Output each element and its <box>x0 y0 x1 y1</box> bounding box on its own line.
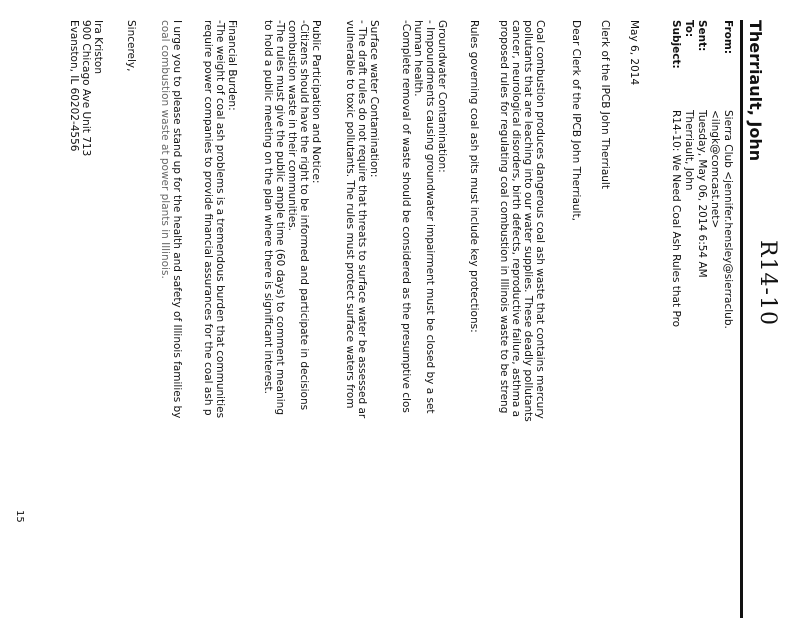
section-line: human health. <box>412 20 424 97</box>
from-value: Sierra Club <jennifer.hensley@sierraclub. <box>722 110 734 329</box>
to-value: Therriault, John <box>683 110 695 191</box>
section-line: vulnerable to toxic pollutants. The rules must protect surface waters from <box>344 20 356 409</box>
section-line: -Complete removal of waste should be considered as the presumptive clos <box>400 20 412 413</box>
salutation: Dear Clerk of the IPCB John Therriault, <box>570 20 582 221</box>
section-line: - The draft rules do not require that threats to surface water be assessed ar <box>356 20 368 419</box>
section-heading-financial: Financial Burden: <box>226 20 238 111</box>
signoff: Sincerely, <box>125 20 137 72</box>
from-label: From: <box>722 20 734 55</box>
closing-request: I urge you to please stand up for the health and safety of Illinois families by <box>171 20 183 419</box>
sent-value: Tuesday, May 06, 2014 6:54 AM <box>696 110 708 278</box>
signature-address: Evanston, IL 60202-4556 <box>68 20 80 152</box>
intro-line: pollutants that are leaching into our water supplies. These deadly pollutants <box>522 20 534 422</box>
section-line: to hold a public meeting on the plan where there is significant interest. <box>262 20 274 395</box>
subject-value: R14-10: We Need Coal Ash Rules that Pro <box>670 110 682 328</box>
section-line: -Citizens should have the right to be informed and participate in decisions <box>298 20 310 411</box>
sender-name: Therriault, John <box>746 20 765 162</box>
header-rule <box>740 20 743 618</box>
section-heading-surface: Surface water Contamination: <box>368 20 380 178</box>
section-line: combustion waste in their communities. <box>286 20 298 231</box>
letter-date: May 6, 2014 <box>628 20 640 86</box>
section-heading-groundwater: Groundwater Contamination: <box>436 20 448 173</box>
closing-request: coal combustion waste at power plants in Illinois. <box>159 20 171 279</box>
section-line: require power companies to provide financial assurances for the coal ash p <box>202 20 214 416</box>
intro-line: Coal combustion produces dangerous coal ash waste that contains mercury <box>534 20 546 419</box>
section-line: - Impoundments causing groundwater impairment must be closed by a set <box>424 20 436 414</box>
page-number: 15 <box>14 510 25 523</box>
section-line: -The rules must give the public ample time (60 days) to comment meaning <box>274 20 286 415</box>
subject-label: Subject: <box>670 20 682 69</box>
intro-line: proposed rules for regulating coal combustion in Illinois waste to be streng <box>498 20 510 414</box>
recipient-line: Clerk of the IPCB John Therriault <box>599 20 611 189</box>
section-line: -The weight of coal ash problems is a tremendous burden that communities <box>214 20 226 419</box>
section-heading-public: Public Participation and Notice: <box>310 20 322 184</box>
intro-line: cancer, neurological disorders, birth defects, reproductive failure, asthma a <box>510 20 522 418</box>
signature-name: Ira Kriston <box>92 20 104 74</box>
to-label: To: <box>683 20 695 38</box>
sent-label: Sent: <box>696 20 708 52</box>
from-value-continued: <ilngk@comcast.net> <box>709 110 721 229</box>
rules-line: Rules governing coal ash pits must include key protections: <box>468 20 480 333</box>
signature-address: 900 Chicago Ave Unit 713 <box>80 20 92 157</box>
docket-stamp: R14-10 <box>755 240 780 326</box>
